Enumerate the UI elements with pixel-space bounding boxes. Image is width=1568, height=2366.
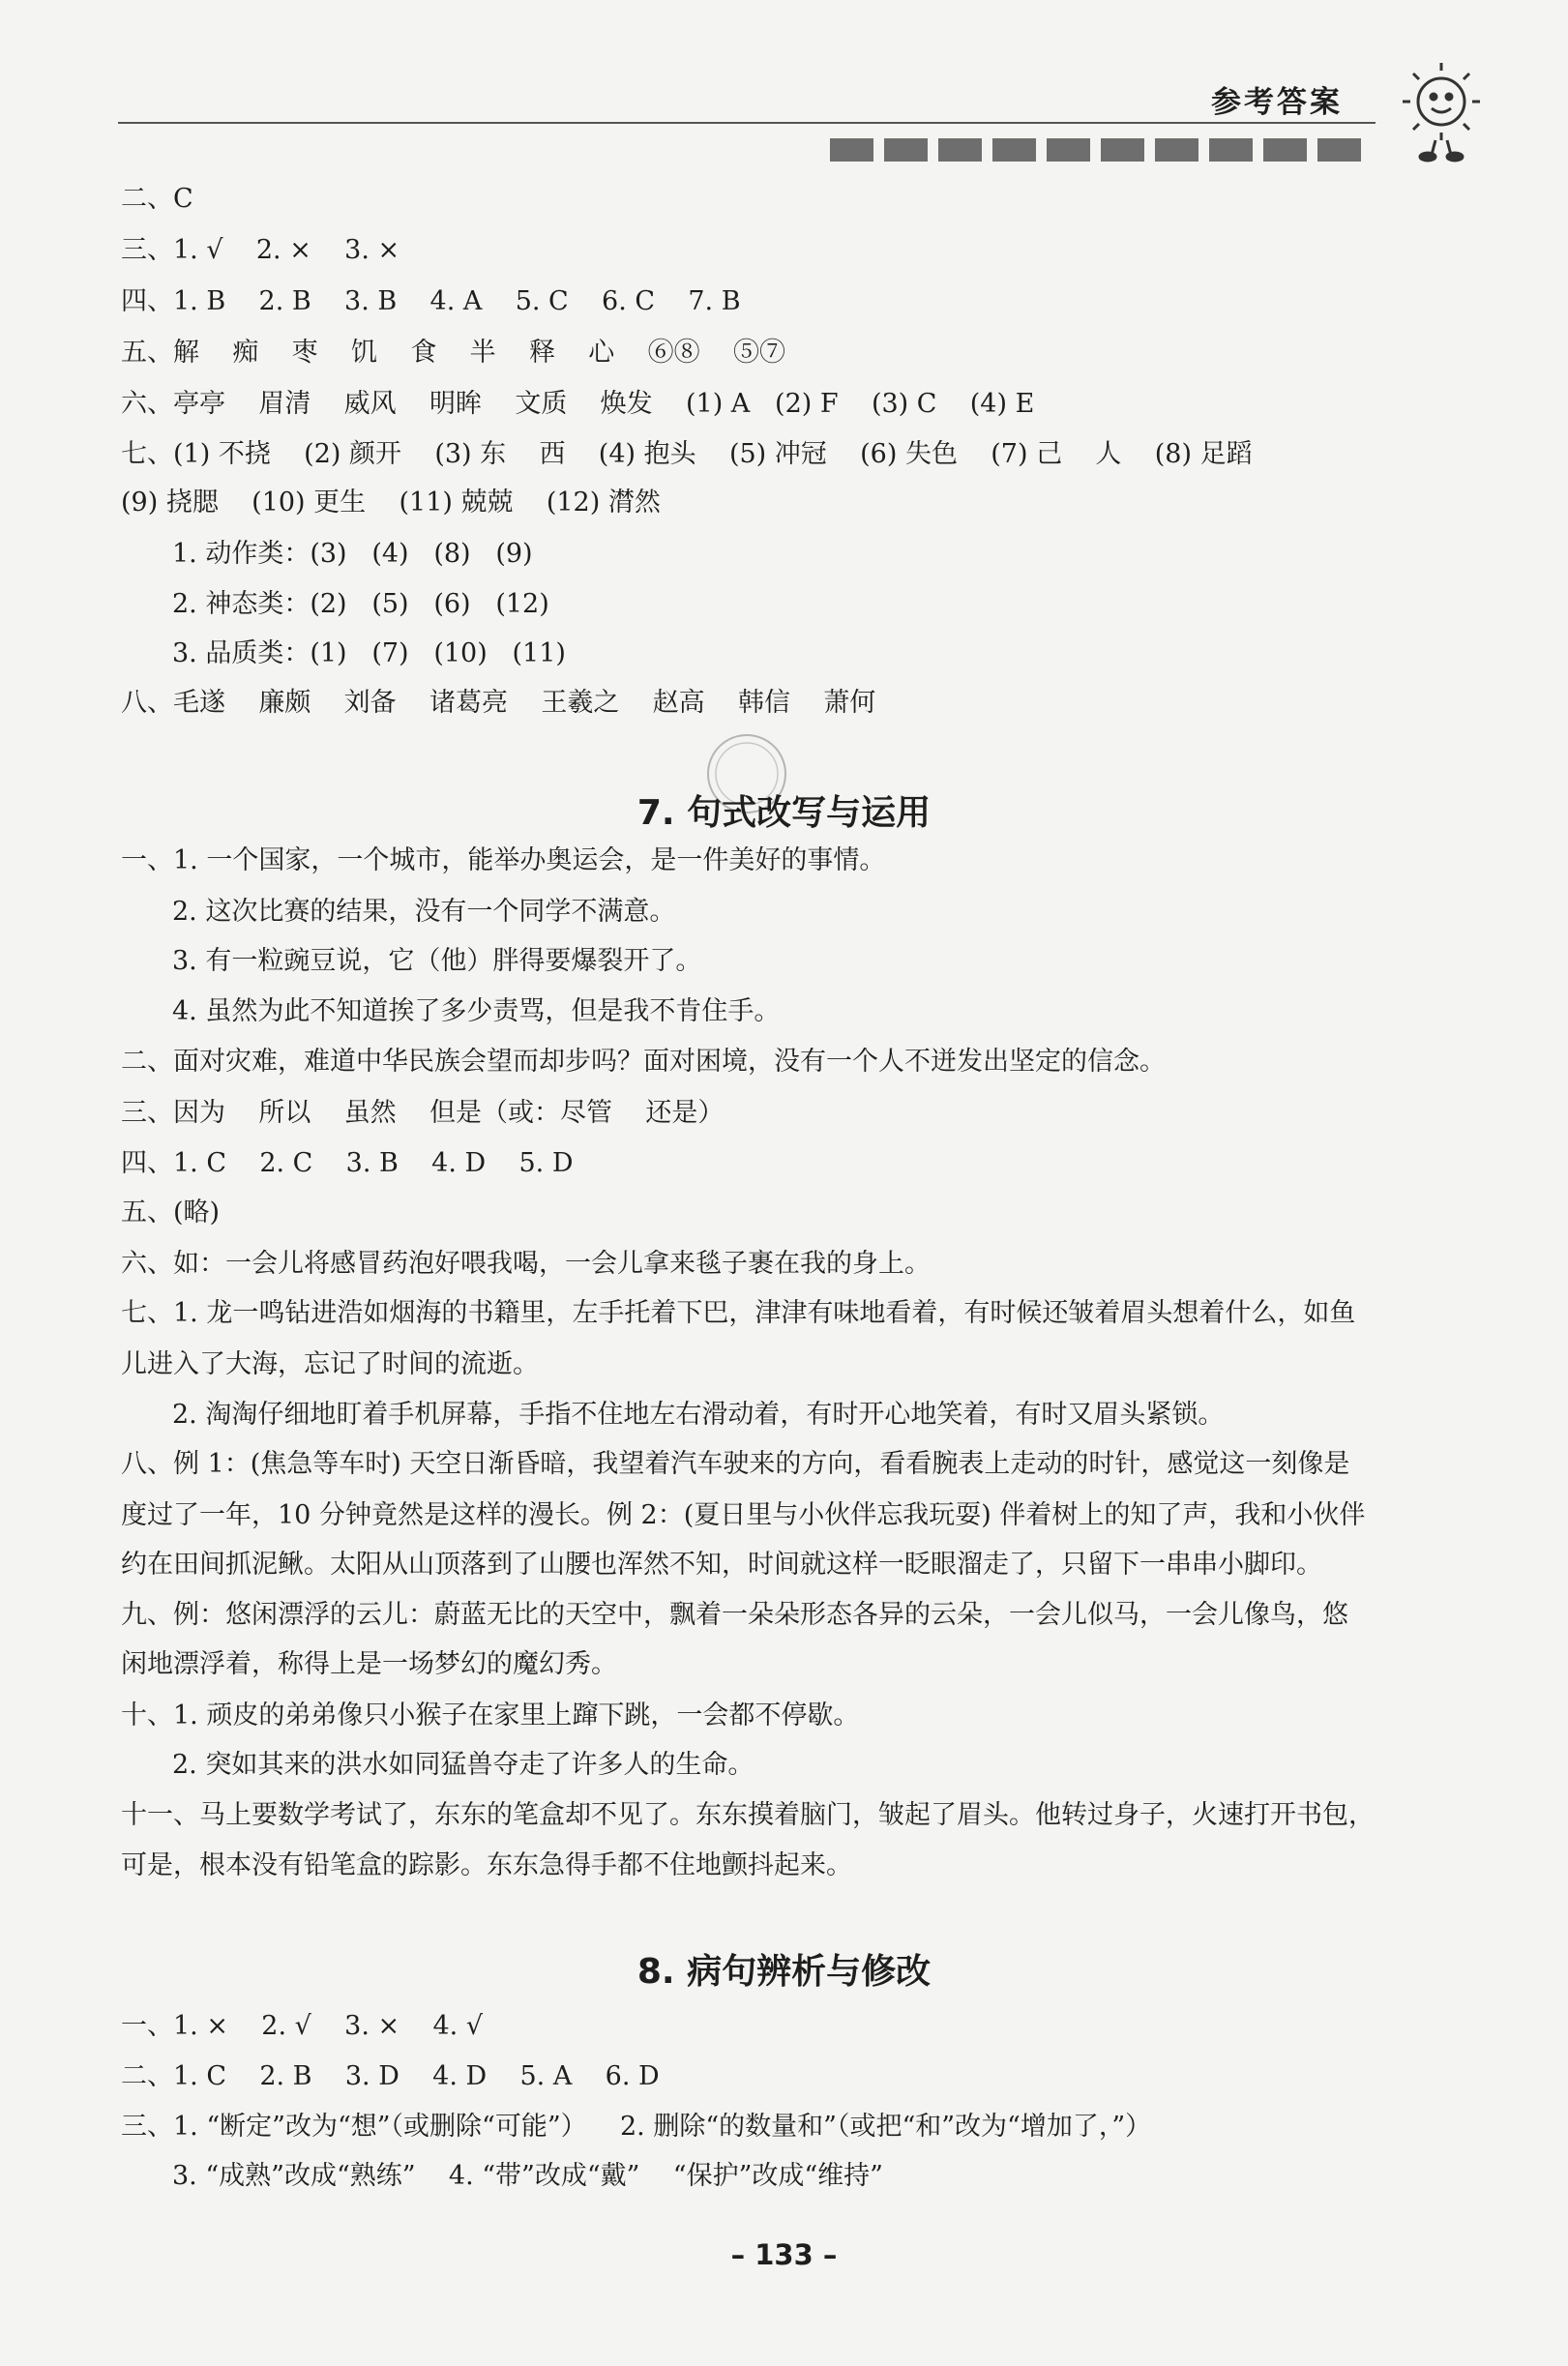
answer-line: 六、亭亭 眉清 威风 明眸 文质 焕发 (1) A (2) F (3) C (4) E [121,389,1035,419]
answer-line: 2. 突如其来的洪水如同猛兽夺走了许多人的生命。 [172,1750,754,1780]
answer-line: 3. 品质类：(1) (7) (10) (11) [172,638,566,668]
answer-line: 约在田间抓泥鳅。太阳从山顶落到了山腰也浑然不知，时间就这样一眨眼溜走了，只留下一串串小脚印。 [121,1550,1322,1580]
header-stripes [830,138,1361,162]
answer-line: 八、毛遂 廉颇 刘备 诸葛亮 王羲之 赵高 韩信 萧何 [121,688,876,718]
answer-line: 五、解 痴 枣 饥 食 半 释 心 ⑥⑧ ⑤⑦ [121,338,785,368]
answer-line: 2. 淘淘仔细地盯着手机屏幕，手指不住地左右滑动着，有时开心地笑着，有时又眉头紧锁。 [172,1400,1225,1430]
answer-line: 二、面对灾难，难道中华民族会望而却步吗？面对困境，没有一个人不迸发出坚定的信念。 [121,1047,1166,1077]
answer-line: 1. 动作类：(3) (4) (8) (9) [172,539,533,569]
answer-line: 二、C [121,184,193,214]
answer-line: 一、1. × 2. √ 3. × 4. √ [121,2011,484,2041]
answer-line: 2. 神态类：(2) (5) (6) (12) [172,589,549,619]
answer-line: 七、(1) 不挠 (2) 颜开 (3) 东 西 (4) 抱头 (5) 冲冠 (6) 失色 (7) 己 人 (8) 足蹈 [121,439,1253,469]
answer-line: 4. 虽然为此不知道挨了多少责骂，但是我不肯住手。 [172,996,781,1026]
answer-line: 闲地漂浮着，称得上是一场梦幻的魔幻秀。 [121,1649,617,1679]
answer-line: 三、因为 所以 虽然 但是（或：尽管 还是） [121,1098,725,1128]
sun-mascot-icon [1393,58,1490,164]
answer-line: 八、例 1：(焦急等车时) 天空日渐昏暗，我望着汽车驶来的方向，看看腕表上走动的时针，感觉这一刻像是 [121,1449,1350,1479]
page-number: – 133 – [730,2238,838,2271]
answer-line: 3. 有一粒豌豆说，它（他）胖得要爆裂开了。 [172,946,702,976]
header-title: 参考答案 [1211,85,1343,120]
answer-line: 3. “成熟”改成“熟练” 4. “带”改成“戴” “保护”改成“维持” [172,2161,883,2191]
answer-line: 五、(略) [121,1198,221,1227]
answer-line: 儿进入了大海，忘记了时间的流逝。 [121,1349,539,1379]
answer-line: 一、1. 一个国家，一个城市，能举办奥运会，是一件美好的事情。 [121,845,886,875]
answer-line: 三、1. “断定”改为“想”（或删除“可能”） 2. 删除“的数量和”（或把“和”改为“增加了，”） [121,2112,1152,2142]
answer-line: 九、例：悠闲漂浮的云儿：蔚蓝无比的天空中，飘着一朵朵形态各异的云朵，一会儿似马，一会儿像鸟，悠 [121,1600,1348,1630]
answer-line: 度过了一年，10 分钟竟然是这样的漫长。例 2：(夏日里与小伙伴忘我玩耍) 伴着树上的知了声，我和小伙伴 [121,1500,1366,1530]
answer-line: (9) 挠腮 (10) 更生 (11) 兢兢 (12) 潸然 [121,488,661,518]
answer-line: 二、1. C 2. B 3. D 4. D 5. A 6. D [121,2061,660,2091]
answer-line: 六、如：一会儿将感冒药泡好喂我喝，一会儿拿来毯子裹在我的身上。 [121,1249,931,1279]
answer-line: 可是，根本没有铅笔盒的踪影。东东急得手都不住地颤抖起来。 [121,1850,852,1880]
answer-line: 七、1. 龙一鸣钻进浩如烟海的书籍里，左手托着下巴，津津有味地看着，有时候还皱着眉头想着什么，如鱼 [121,1298,1356,1328]
answer-line: 四、1. C 2. C 3. B 4. D 5. D [121,1148,574,1178]
answer-line: 2. 这次比赛的结果，没有一个同学不满意。 [172,897,676,927]
answer-line: 四、1. B 2. B 3. B 4. A 5. C 6. C 7. B [121,286,741,316]
section-7-heading: 7. 句式改写与运用 [636,793,932,833]
header-rule [118,122,1376,124]
section-8-heading: 8. 病句辨析与修改 [636,1952,932,1992]
answer-line: 十、1. 顽皮的弟弟像只小猴子在家里上蹿下跳，一会都不停歇。 [121,1701,860,1730]
answer-line: 十一、马上要数学考试了，东东的笔盒却不见了。东东摸着脑门，皱起了眉头。他转过身子，火速打开书包， [121,1800,1375,1830]
answer-line: 三、1. √ 2. × 3. × [121,235,400,265]
